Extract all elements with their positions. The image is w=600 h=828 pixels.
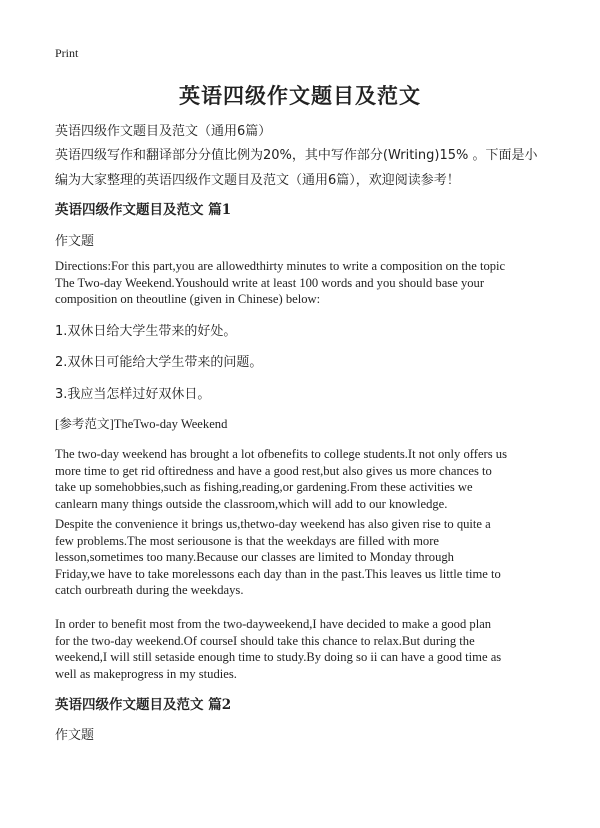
- text-line: for the two-day weekend.Of courseI should take this chance to relax.But during the: [55, 633, 475, 648]
- intro-line: 编为大家整理的英语四级作文题目及范文（通用6篇），欢迎阅读参考！: [55, 173, 460, 188]
- sample-paragraph-1: [55, 446, 555, 512]
- subtitle: 英语四级作文题目及范文（通用6篇）: [55, 124, 272, 139]
- text-line: Directions:For this part,you are allowedthirty minutes to write a composition on the topic: [55, 259, 506, 273]
- directions-paragraph: [55, 258, 555, 308]
- intro-paragraph: [55, 143, 538, 193]
- section-heading-1: 英语四级作文题目及范文 篇1: [55, 202, 232, 218]
- section-label-1: 作文题: [55, 234, 95, 249]
- section-heading-2: 英语四级作文题目及范文 篇2: [55, 697, 232, 713]
- page-title: 英语四级作文题目及范文: [179, 84, 421, 108]
- text-line: lesson,sometimes too many.Because our classes are limited to Monday through: [55, 550, 454, 564]
- text-line: Friday,we have to take morelessons each day than in the past.This leaves us little time to: [55, 566, 501, 581]
- text-line: composition on theoutline (given in Chinese) below:: [55, 292, 321, 306]
- text-line: more time to get rid oftiredness and have a good rest,but also gives us more chances to: [55, 463, 492, 478]
- sample-paragraph-2: [55, 516, 555, 599]
- text-line: The two-day weekend has brought a lot ofbenefits to college students.It not only offers us: [55, 447, 507, 461]
- outline-item-3: 3.我应当怎样过好双休日。: [55, 387, 211, 402]
- intro-line: 英语四级写作和翻译部分分值比例为20%，其中写作部分(Writing)15% 。下面是小: [55, 148, 538, 163]
- text-line: take up somehobbies,such as fishing,reading,or gardening.From these activities we: [55, 480, 473, 494]
- section-label-2: 作文题: [55, 728, 95, 743]
- text-line: In order to benefit most from the two-dayweekend,I have decided to make a good plan: [55, 617, 492, 631]
- text-line: catch ourbreath during the weekdays.: [55, 583, 244, 597]
- outline-item-2: 2.双休日可能给大学生带来的问题。: [55, 355, 263, 370]
- text-line: Despite the convenience it brings us,thetwo-day weekend has also given rise to quite a: [55, 517, 491, 531]
- sample-paragraph-3: [55, 616, 555, 682]
- text-line: few problems.The most seriousone is that the weekdays are filled with more: [55, 533, 440, 548]
- text-line: weekend,I will still setaside enough time to study.By doing so ii can have a good time as: [55, 650, 502, 664]
- outline-item-1: 1.双休日给大学生带来的好处。: [55, 324, 237, 339]
- text-line: well as makeprogress in my studies.: [55, 666, 237, 681]
- text-line: The Two-day Weekend.Youshould write at least 100 words and you should base your: [55, 275, 485, 290]
- text-line: canlearn many things outside the classroom,which will add to our knowledge.: [55, 496, 448, 511]
- print-link[interactable]: Print: [55, 46, 79, 60]
- sample-title: [参考范文]TheTwo-day Weekend: [55, 417, 228, 431]
